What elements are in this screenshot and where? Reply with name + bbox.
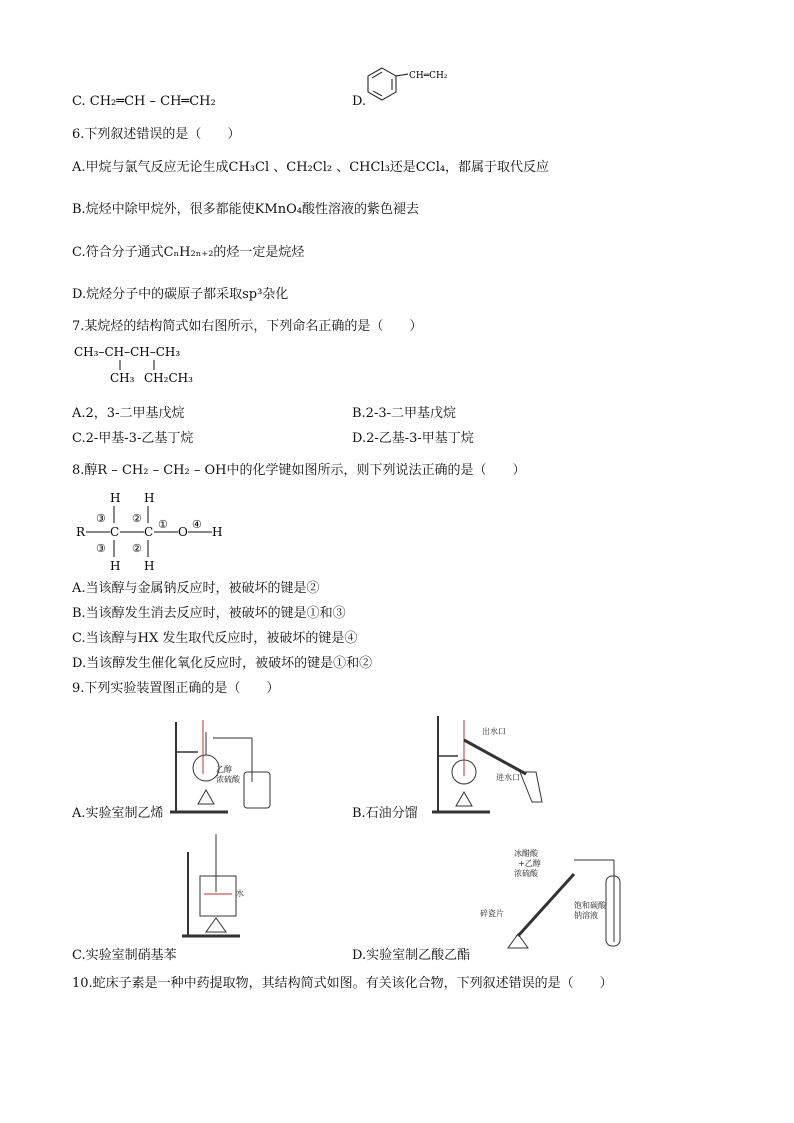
bond-3-lower: ③	[96, 542, 106, 555]
fig-d-label-carbonate: 饱和碳酸	[574, 901, 606, 910]
q6-option-b: B.烷烃中除甲烷外，很多都能使KMnO₄酸性溶液的紫色褪去	[72, 202, 419, 217]
q5-option-d: D.	[352, 94, 367, 109]
q7-stem: 7.某烷烃的结构简式如右图所示，下列命名正确的是（ ）	[72, 319, 423, 334]
styrene-formula: CH═CH₂	[409, 71, 448, 81]
q6-option-a: A.甲烷与氯气反应无论生成CH₃Cl 、CH₂Cl₂ 、CHCl₃还是CCl₄，都属于取代反应	[72, 160, 550, 175]
q7-main-chain: CH₃–CH–CH–CH₃	[74, 345, 181, 359]
q9-option-b: B.石油分馏	[352, 806, 418, 821]
q8-option-a: A.当该醇与金属钠反应时，被破坏的键是②	[72, 581, 320, 596]
fig-d-label-chips: 碎瓷片	[480, 909, 504, 918]
fig-d-label-acid: 浓硫酸	[514, 869, 538, 878]
atom-o: O	[178, 525, 188, 539]
atom-r: R	[76, 525, 86, 539]
q8-option-d: D.当该醇发生催化氧化反应时，被破坏的键是①和②	[72, 656, 373, 671]
fig-d-label-ethanol: +乙醇	[518, 859, 541, 868]
bond-1: ①	[158, 518, 168, 531]
q10-stem: 10.蛇床子素是一种中药提取物，其结构简式如图。有关该化合物，下列叙述错误的是（ ）	[72, 976, 613, 991]
fig-d-ester-apparatus	[478, 846, 628, 956]
q6-option-d: D.烷烃分子中的碳原子都采取sp³杂化	[72, 287, 289, 302]
q9-stem: 9.下列实验装置图正确的是（ ）	[72, 681, 280, 696]
bond-2-upper: ②	[132, 512, 142, 525]
bond-3-upper: ③	[96, 512, 106, 525]
fig-c-label-water: 水	[236, 889, 244, 898]
q9-option-a: A.实验室制乙烯	[72, 806, 164, 821]
atom-h4: H	[144, 559, 155, 573]
fig-a-label-acid: 浓硫酸	[216, 775, 240, 784]
atom-h1: H	[110, 491, 121, 505]
atom-h3: H	[110, 559, 121, 573]
q7-structure	[72, 342, 212, 392]
q7-option-c: C.2-甲基-3-乙基丁烷	[72, 431, 194, 446]
q8-option-b: B.当该醇发生消去反应时，被破坏的键是①和③	[72, 606, 346, 621]
q8-bond-diagram	[72, 490, 232, 574]
atom-h2: H	[144, 491, 155, 505]
atom-c2: C	[144, 525, 154, 539]
bond-2-lower: ②	[132, 542, 142, 555]
fig-a-ethylene-apparatus	[168, 712, 278, 817]
fig-b-label-water-in: 进水口	[496, 773, 520, 782]
styrene-structure	[364, 64, 474, 104]
q9-option-d: D.实验室制乙酸乙酯	[352, 948, 471, 963]
q9-option-c: C.实验室制硝基苯	[72, 948, 177, 963]
q7-option-b: B.2-3-二甲基戊烷	[352, 406, 457, 421]
fig-b-label-water-out: 出水口	[482, 727, 506, 736]
fig-d-label-acetic: 冰醋酸	[514, 849, 538, 858]
q8-option-c: C.当该醇与HX 发生取代反应时，被破坏的键是④	[72, 631, 358, 646]
atom-h-oh: H	[212, 525, 223, 539]
q7-branch-ethyl: CH₂CH₃	[144, 371, 193, 385]
q8-stem: 8.醇R – CH₂ – CH₂ – OH中的化学键如图所示，则下列说法正确的是（ ）	[72, 463, 526, 478]
q7-option-a: A.2，3-二甲基戊烷	[72, 406, 185, 421]
fig-d-label-solution: 钠溶液	[574, 911, 598, 920]
fig-b-distillation-apparatus	[430, 712, 550, 817]
atom-c1: C	[110, 525, 120, 539]
q6-stem: 6.下列叙述错误的是（ ）	[72, 127, 241, 142]
q7-option-d: D.2-乙基-3-甲基丁烷	[352, 431, 474, 446]
fig-a-label-ethanol: 乙醇	[216, 765, 232, 774]
bond-4: ④	[192, 518, 202, 531]
q5-option-c: C. CH₂═CH – CH═CH₂	[72, 94, 216, 109]
fig-c-nitrobenzene-apparatus	[180, 832, 260, 942]
q6-option-c: C.符合分子通式CₙH₂ₙ₊₂的烃一定是烷烃	[72, 245, 305, 260]
q7-branch-methyl: CH₃	[110, 371, 135, 385]
